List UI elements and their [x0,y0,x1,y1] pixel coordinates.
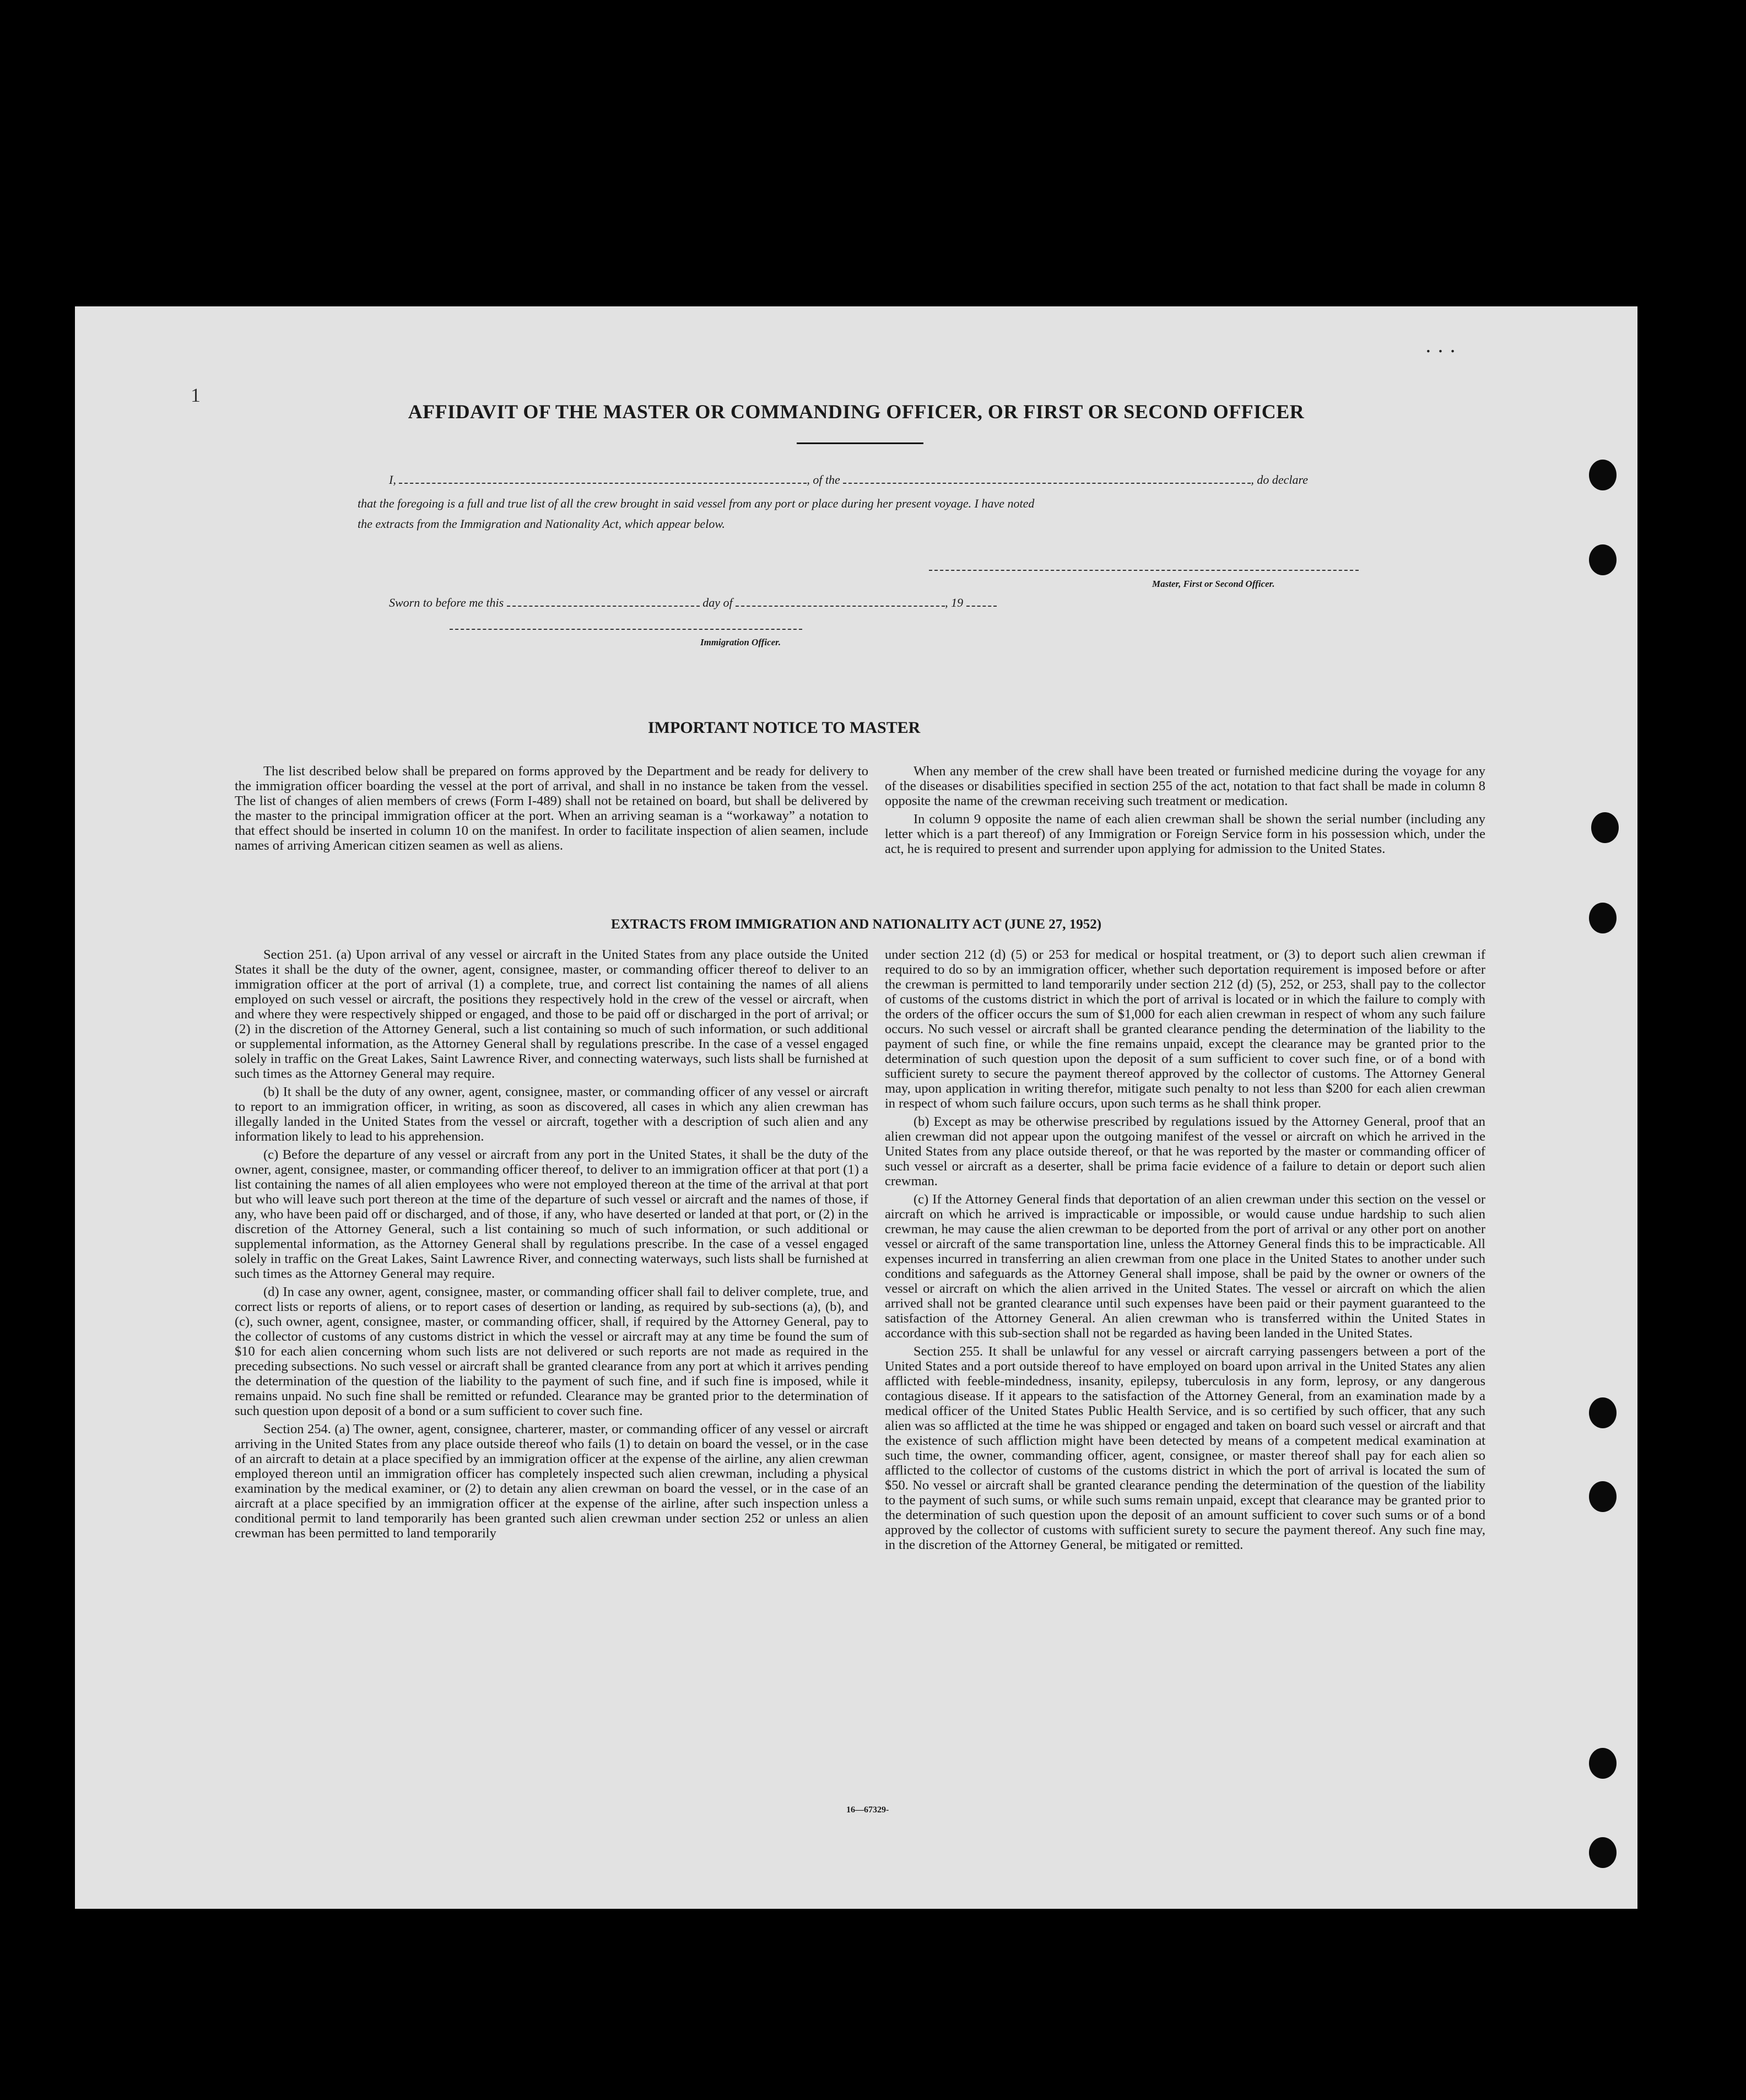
punch-hole [1589,1837,1617,1868]
section-251-d: (d) In case any owner, agent, consignee, master, or commanding officer shall fail to deliver complete, true, and correct lists or reports of aliens, or to report cases of desertion or landing, as required by sub-sections (a), (b), and (c), such owner, agent, consignee, master, or commanding officer, shall, if required by the Attorney General, pay to the collector of customs of any customs district in which the vessel or aircraft may at any time be found the sum of $10 for each alien concerning whom such lists are not delivered or such reports are not made as required in the preceding subsections. No such vessel or aircraft shall be granted clearance from any port at which it arrives pending the determination of the question of the liability to the payment of such fine, and if such fine is imposed, while it remains unpaid. No such fine shall be remitted or refunded. Clearance may be granted prior to the determination of such question upon deposit of a bond or a sum sufficient to cover such fine. [235,1284,868,1418]
form-code: 16—67329- [846,1805,889,1815]
sworn-day-blank[interactable] [507,597,700,607]
affidavit-title: AFFIDAVIT OF THE MASTER OR COMMANDING OFFICER, OR FIRST OR SECOND OFFICER [408,401,1305,423]
punch-hole [1589,1481,1617,1512]
master-signature-line[interactable] [929,570,1359,571]
notice-title: IMPORTANT NOTICE TO MASTER [648,719,921,737]
name-blank[interactable] [399,474,807,484]
section-251-a: Section 251. (a) Upon arrival of any vessel or aircraft in the United States from any place outside the United States it shall be the duty of the owner, agent, consignee, master, or commanding officer thereof to deliver to an immigration officer at the port of arrival (1) a complete, true, and correct list containing the names of all aliens employed on such vessel or aircraft, the positions they respectively hold in the crew of the vessel or aircraft, when and where they were respectively shipped or engaged, and those to be paid off or discharged in the port of arrival; or (2) in the discretion of the Attorney General, such a list containing so much of such information, or such additional or supplemental information, as the Attorney General shall by regulations prescribe. In the case of a vessel engaged solely in traffic on the Great Lakes, Saint Lawrence River, and connecting waterways, such lists shall be furnished at such times as the Attorney General may require. [235,947,868,1081]
year-prefix: , 19 [945,596,964,609]
notice-right-paragraph-1: When any member of the crew shall have been treated or furnished medicine during the voyage for any of the diseases or disabilities specified in section 255 of the act, notation to that fact shall be made in column 8 opposite the name of the crewman receiving such treatment or medication. [885,764,1485,808]
sworn-text: Sworn to before me this [389,596,504,609]
section-255: Section 255. It shall be unlawful for any vessel or aircraft carrying passengers between a port of the United States and a port outside thereof to have employed on board upon arrival in the United States any alien afflicted with feeble-mindedness, insanity, epilepsy, tuberculosis in any form, leprosy, or any dangerous contagious disease. If it appears to the satisfaction of the Attorney General, from an examination made by a medical officer of the United States Public Health Service, and is so certified by such officer, that any such alien was so afflicted at the time he was shipped or engaged and taken on board such vessel or aircraft and that the existence of such affliction might have been detected by means of a competent medical examination at such time, the owner, commanding officer, agent, consignee, or master thereof shall pay for each alien so afflicted to the collector of customs of the customs district in which the port of arrival is located the sum of $50. No vessel or aircraft shall be granted clearance pending the determination of the question of the liability to the payment of such sums, or while such sums remain unpaid, except that clearance may be granted prior to the determination of such question upon the deposit of an amount sufficient to cover such sums or of a bond approved by the collector of customs with sufficient surety to secure the payment thereof. Any such fine may, in the discretion of the Attorney General, be mitigated or remitted. [885,1344,1485,1552]
punch-hole [1591,812,1619,843]
day-of-label: day of [702,596,733,609]
section-251-c: (c) Before the departure of any vessel or aircraft from any port in the United States, it shall be the duty of the owner, agent, consignee, master, or commanding officer thereof, to deliver to an immigration officer at that port (1) a list containing the names of all alien employees who were not employed thereon at the time of the arrival at that port but who will leave such port thereon at the time of the departure of such vessel or aircraft and the names of those, if any, who have been paid off or discharged, and of those, if any, who have deserted or landed at that port, or (2) in the discretion of the Attorney General, such a list containing so much of such information, or such additional or supplemental information, as the Attorney General shall by regulations prescribe. In the case of a vessel engaged solely in traffic on the Great Lakes, Saint Lawrence River, and connecting waterways, such lists shall be furnished at such times as the Attorney General may require. [235,1147,868,1281]
affidavit-extracts-line: the extracts from the Immigration and Nationality Act, which appear below. [358,517,725,531]
title-rule [797,442,923,444]
punch-hole [1589,903,1617,933]
section-254-a-continued: under section 212 (d) (5) or 253 for medical or hospital treatment, or (3) to deport such alien crewman if required to do so by an immigration officer, whether such deportation requirement is imposed before or after the crewman is permitted to land temporarily under section 212 (d) (5), 252, or 253, shall pay to the collector of customs of the customs district in which the port of arrival is located or in which the failure to comply with the orders of the officer occurs the sum of $1,000 for each alien crewman in respect of whom any such failure occurs. No such vessel or aircraft shall be granted clearance pending the determination of the liability to the payment of such fine, or while the fine remains unpaid, except the clearance may be granted prior to the determination of such question upon the deposit of a sum sufficient to cover such fine, or of a bond with sufficient surety to secure the payment thereof approved by the collector of customs. The Attorney General may, upon application in writing therefor, mitigate such penalty to not less than $200 for each alien crewman in respect of whom such failure occurs, upon such terms as he shall think proper. [885,947,1485,1111]
affidavit-declaration-line [389,473,1308,487]
notice-left-paragraph: The list described below shall be prepared on forms approved by the Department and be ready for delivery to the immigration officer boarding the vessel at the port of arrival, and shall in no instance be taken from the vessel. The list of changes of alien members of crews (Form I-489) shall not be retained on board, but shall be delivered by the master to the principal immigration officer at the port. When an arriving seaman is a “workaway” a notation to that effect should be inserted in column 10 on the manifest. In order to facilitate inspection of alien seamen, include names of arriving American citizen seamen as well as aliens. [235,764,868,853]
punch-hole [1589,1397,1617,1428]
sworn-month-blank[interactable] [736,597,945,607]
extracts-left-column [235,947,868,1544]
notice-left-column [235,764,868,856]
punch-hole [1589,460,1617,490]
immigration-officer-caption: Immigration Officer. [700,637,781,647]
notice-right-paragraph-2: In column 9 opposite the name of each alien crewman shall be shown the serial number (including any letter which is a part thereof) of any Immigration or Foreign Service form in his possession which, under the act, he is required to present and surrender upon applying for admission to the United States. [885,812,1485,856]
punch-hole [1589,1748,1617,1779]
vessel-blank[interactable] [843,474,1251,484]
notice-right-column [885,764,1485,860]
affidavit-of-the-label: , of the [807,473,840,487]
sworn-line [389,596,997,610]
affidavit-statement-line: that the foregoing is a full and true list of all the crew brought in said vessel from any port or place during her present voyage. I have noted [358,496,1035,510]
sworn-year-blank[interactable] [966,597,997,607]
extracts-title: EXTRACTS FROM IMMIGRATION AND NATIONALITY ACT (JUNE 27, 1952) [610,917,1102,932]
extracts-right-column [885,947,1485,1556]
document-page [75,306,1637,1909]
section-251-b: (b) It shall be the duty of any owner, agent, consignee, master, or commanding officer of any vessel or aircraft to report to an immigration officer, in writing, as soon as discovered, all cases in which any alien crewman has illegally landed in the United States from the vessel or aircraft, together with a description of such alien and any information likely to lead to his apprehension. [235,1084,868,1144]
corner-mark: · · · [1425,340,1456,363]
immigration-officer-signature-line[interactable] [450,629,802,630]
section-254-c: (c) If the Attorney General finds that deportation of an alien crewman under this section on the vessel or aircraft on which he arrived is impracticable or impossible, or would cause undue hardship to such alien crewman, he may cause the alien crewman to be deported from the port of arrival or any other port on another vessel or aircraft of the same transportation line, unless the Attorney General finds this to be impracticable. All expenses incurred in transferring an alien crewman from one place in the United States to another under such conditions and safeguards as the Attorney General shall impose, shall be paid by the owner or owners of the vessel or aircraft on which the alien arrived in the United States. The vessel or aircraft on which the alien arrived shall not be granted clearance until such expenses have been paid or their payment guaranteed to the satisfaction of the Attorney General. An alien crewman who is transferred within the United States in accordance with this sub-section shall not be regarded as having been landed in the United States. [885,1192,1485,1341]
affidavit-do-declare-label: , do declare [1251,473,1308,487]
section-254-b: (b) Except as may be otherwise prescribed by regulations issued by the Attorney General, proof that an alien crewman did not appear upon the outgoing manifest of the vessel or aircraft on which he arrived in the United States from any place outside thereof, or that he was reported by the master or commanding officer of such vessel or aircraft as a deserter, shall be prima facie evidence of a failure to detain or deport such alien crewman. [885,1114,1485,1189]
affidavit-i-label: I, [389,473,396,487]
section-254-a: Section 254. (a) The owner, agent, consignee, charterer, master, or commanding officer of any vessel or aircraft arriving in the United States from any place outside thereof who fails (1) to detain on board the vessel, or in the case of an aircraft to detain at a place specified by an immigration officer at the expense of the airline, any alien crewman employed thereon until an immigration officer has completely inspected such alien crewman, including a physical examination by the medical examiner, or (2) to detain any alien crewman on board the vessel, or in the case of an aircraft at a place specified by an immigration officer at the expense of the airline, after such inspection unless a conditional permit to land temporarily has been granted such alien crewman under section 252 or unless an alien crewman has been permitted to land temporarily [235,1422,868,1541]
page-number: 1 [191,384,201,406]
punch-hole [1589,544,1617,575]
master-signature-caption: Master, First or Second Officer. [1152,579,1275,589]
